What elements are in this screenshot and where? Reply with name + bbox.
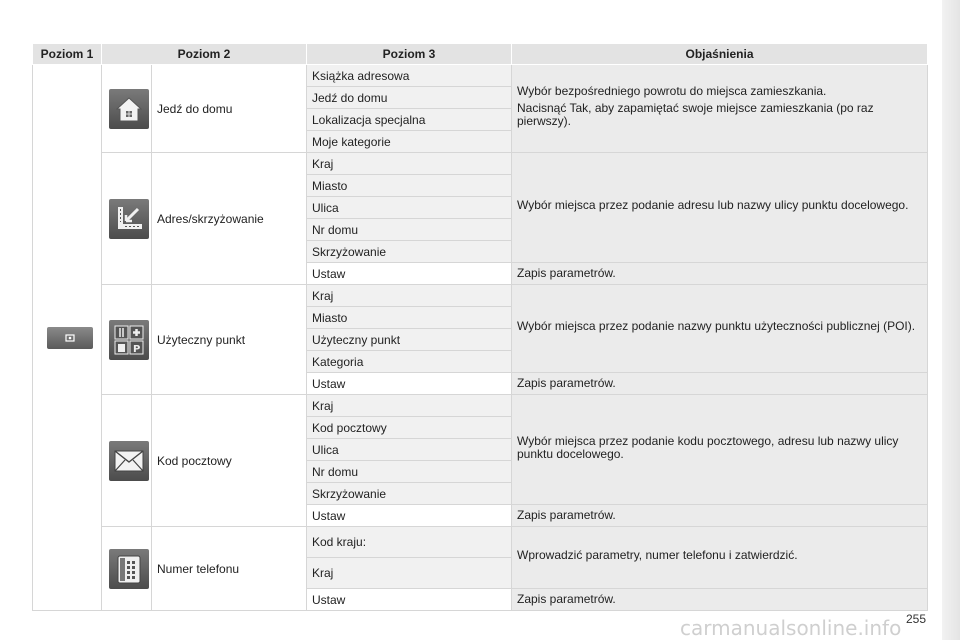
table-row xyxy=(33,395,928,417)
level-3-item: Kraj xyxy=(307,153,512,175)
level-3-item: Moje kategorie xyxy=(307,131,512,153)
navigation-menu-icon xyxy=(47,327,93,349)
explanation-cell xyxy=(512,285,928,373)
set-explanation: Zapis parametrów. xyxy=(512,373,928,395)
level-2-label: Numer telefonu xyxy=(152,527,307,611)
set-explanation: Zapis parametrów. xyxy=(512,263,928,285)
level-2-icon-cell xyxy=(102,527,152,611)
level-3-item: Lokalizacja specjalna xyxy=(307,109,512,131)
envelope-icon xyxy=(109,441,149,481)
header-explanations: Objaśnienia xyxy=(512,44,928,65)
set-explanation: Zapis parametrów. xyxy=(512,589,928,611)
phone-icon xyxy=(109,549,149,589)
level-3-item: Kod pocztowy xyxy=(307,417,512,439)
level-3-item: Skrzyżowanie xyxy=(307,483,512,505)
level-3-item: Książka adresowa xyxy=(307,65,512,87)
home-icon xyxy=(109,89,149,129)
header-level-1: Poziom 1 xyxy=(33,44,102,65)
level-3-item: Kraj xyxy=(307,285,512,307)
level-2-label: Kod pocztowy xyxy=(152,395,307,527)
level-2-label: Użyteczny punkt xyxy=(152,285,307,395)
table-row xyxy=(33,153,928,175)
level-3-item: Skrzyżowanie xyxy=(307,241,512,263)
table-row xyxy=(33,65,928,87)
page-edge-strip xyxy=(942,0,960,640)
level-2-label: Jedź do domu xyxy=(152,65,307,153)
level-3-item: Nr domu xyxy=(307,461,512,483)
level-3-set-item: Ustaw xyxy=(307,263,512,285)
explanation-text: Nacisnąć Tak, aby zapamiętać swoje miejsce zamieszkania (po raz pierwszy). xyxy=(517,101,874,128)
svg-text:P: P xyxy=(133,343,141,355)
level-3-item: Miasto xyxy=(307,307,512,329)
address-crossroads-icon xyxy=(109,199,149,239)
level-2-icon-cell xyxy=(102,395,152,527)
watermark-text: carmanualsonline.info xyxy=(680,616,902,640)
level-1-cell xyxy=(33,65,102,611)
level-3-set-item: Ustaw xyxy=(307,373,512,395)
explanation-text: Wybór miejsca przez podanie nazwy punktu użyteczności publicznej (POI). xyxy=(517,319,916,333)
explanation-text: Wybór miejsca przez podanie adresu lub nazwy ulicy punktu docelowego. xyxy=(517,198,909,212)
table-row xyxy=(33,527,928,558)
set-explanation: Zapis parametrów. xyxy=(512,505,928,527)
level-2-icon-cell xyxy=(102,153,152,285)
level-3-item: Kategoria xyxy=(307,351,512,373)
level-3-item: Miasto xyxy=(307,175,512,197)
level-2-label: Adres/skrzyżowanie xyxy=(152,153,307,285)
level-3-item: Kod kraju: xyxy=(307,527,512,558)
level-3-item: Użyteczny punkt xyxy=(307,329,512,351)
level-3-item: Ulica xyxy=(307,197,512,219)
level-2-icon-cell xyxy=(102,65,152,153)
explanation-cell xyxy=(512,527,928,589)
explanation-text: Wybór bezpośredniego powrotu do miejsca zamieszkania. xyxy=(517,84,827,98)
page-number: 255 xyxy=(906,612,927,626)
explanation-cell xyxy=(512,65,928,153)
header-level-2: Poziom 2 xyxy=(102,44,307,65)
level-3-item: Nr domu xyxy=(307,219,512,241)
level-3-item: Jedź do domu xyxy=(307,87,512,109)
level-3-set-item: Ustaw xyxy=(307,505,512,527)
explanation-text: Wprowadzić parametry, numer telefonu i zatwierdzić. xyxy=(517,548,798,562)
level-2-icon-cell xyxy=(102,285,152,395)
level-3-set-item: Ustaw xyxy=(307,589,512,611)
table-row xyxy=(33,285,928,307)
level-3-item: Kraj xyxy=(307,395,512,417)
level-3-item: Kraj xyxy=(307,558,512,589)
explanation-text: Wybór miejsca przez podanie kodu pocztowego, adresu lub nazwy ulicy punktu docelowego. xyxy=(517,433,899,461)
table-header-row xyxy=(33,44,928,65)
poi-icon xyxy=(109,320,149,360)
navigation-menu-table xyxy=(32,43,928,611)
explanation-cell xyxy=(512,395,928,505)
explanation-cell xyxy=(512,153,928,263)
level-3-item: Ulica xyxy=(307,439,512,461)
header-level-3: Poziom 3 xyxy=(307,44,512,65)
